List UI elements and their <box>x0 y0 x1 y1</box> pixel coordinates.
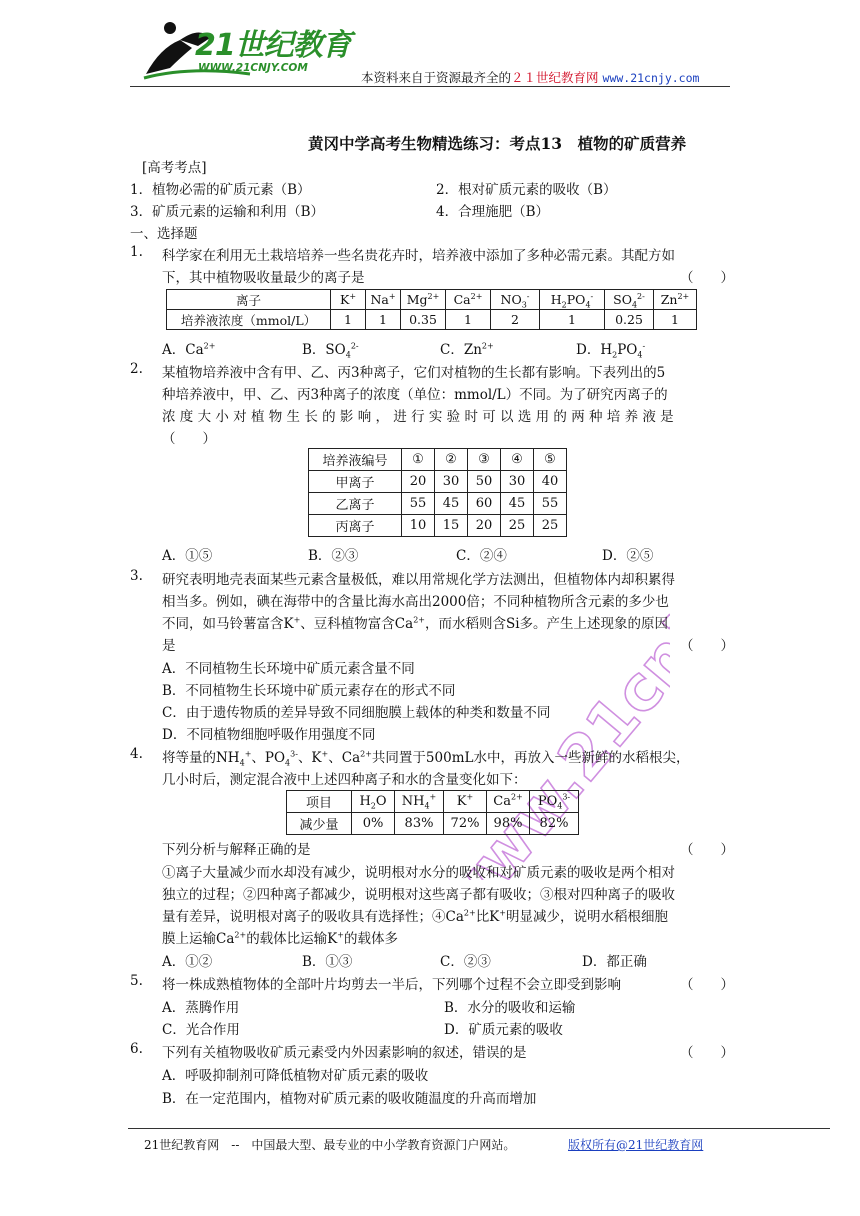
kaodian-heading: [高考考点] <box>142 160 207 176</box>
question-text: 下列有关植物吸收矿质元素受内外因素影响的叙述，错误的是 <box>162 1045 527 1061</box>
option[interactable]: C．②④ <box>456 548 507 564</box>
watermark-text: www.21cnjy.com <box>420 448 670 880</box>
table-cell: ③ <box>468 449 501 471</box>
answer-paren: （ ） <box>680 270 734 286</box>
option[interactable]: D．$H_2PO_4^-$ <box>576 341 646 360</box>
table-cell: 82% <box>530 813 579 835</box>
copyright-link[interactable]: 版权所有@21世纪教育网 <box>568 1138 704 1152</box>
table-cell: 15 <box>435 515 468 537</box>
table-cell: 45 <box>435 493 468 515</box>
table-row <box>309 449 567 471</box>
question-text: 研究表明地壳表面某些元素含量极低，难以用常规化学方法测出，但植物体内却积累得 <box>162 572 675 588</box>
answer-paren: （ ） <box>680 638 734 654</box>
question-text: 下列分析与解释正确的是 <box>162 842 311 858</box>
table-cell: $H_2PO_4^-$ <box>540 290 605 310</box>
kaodian-item: 4．合理施肥（B） <box>436 204 550 220</box>
table-cell: ② <box>435 449 468 471</box>
ion-table <box>166 289 697 330</box>
option[interactable]: D．②⑤ <box>602 548 654 564</box>
logo-url: WWW.21CNJY.COM <box>198 62 308 74</box>
table-cell: 1 <box>540 310 605 330</box>
option[interactable]: A．$Ca^{2+}$ <box>162 341 216 358</box>
question-number: 6. <box>130 1041 143 1057</box>
table-cell: 甲离子 <box>309 471 402 493</box>
table-cell: 60 <box>468 493 501 515</box>
solution-table <box>308 448 567 537</box>
option[interactable]: B．在一定范围内，植物对矿质元素的吸收随温度的升高而增加 <box>162 1091 537 1107</box>
page-title: 黄冈中学高考生物精选练习：考点13 植物的矿质营养 <box>308 134 687 153</box>
table-cell: 30 <box>435 471 468 493</box>
table-cell: 乙离子 <box>309 493 402 515</box>
question-text: 是 <box>162 638 176 654</box>
question-number: 2. <box>130 361 143 377</box>
option[interactable]: D．矿质元素的吸收 <box>444 1022 563 1038</box>
option[interactable]: C．$Zn^{2+}$ <box>440 341 494 358</box>
table-cell: 1 <box>331 310 366 330</box>
table-cell: K+ <box>444 791 487 813</box>
option[interactable]: B．$SO_4^{2-}$ <box>302 341 359 360</box>
kaodian-item: 1．植物必需的矿质元素（B） <box>130 182 311 198</box>
question-text: 不同，如马铃薯富含K+、豆科植物富含$Ca^{2+}$，而水稻则含Si多。产生上述现象的原因 <box>162 615 669 632</box>
table-cell: 25 <box>534 515 567 537</box>
table-cell: 20 <box>402 471 435 493</box>
table-cell: $H_2O$ <box>352 791 395 813</box>
answer-paren: （ ） <box>680 1045 734 1061</box>
question-text: 相当多。例如，碘在海带中的含量比海水高出2000倍；不同种植物所含元素的多少也 <box>162 594 669 610</box>
table-cell: 55 <box>402 493 435 515</box>
table-cell: 98% <box>487 813 530 835</box>
table-cell: 55 <box>534 493 567 515</box>
table-cell: 10 <box>402 515 435 537</box>
option[interactable]: B．②③ <box>308 548 359 564</box>
question-text: 膜上运输$Ca^{2+}$的载体比运输K+的载体多 <box>162 930 398 947</box>
table-cell: K+ <box>331 290 366 310</box>
question-number: 4. <box>130 746 143 762</box>
table-cell: 1 <box>654 310 697 330</box>
section-heading: 一、选择题 <box>130 226 198 242</box>
header-link[interactable]: www.21cnjy.com <box>602 71 700 85</box>
table-cell: 0.25 <box>605 310 654 330</box>
table-cell: $Ca^{2+}$ <box>446 290 491 310</box>
table-row <box>309 493 567 515</box>
table-cell: ⑤ <box>534 449 567 471</box>
uptake-table <box>286 790 579 835</box>
table-cell: $SO_4^{2-}$ <box>605 290 654 310</box>
question-text: 几小时后，测定混合液中上述四种离子和水的含量变化如下： <box>162 772 527 788</box>
footer-divider <box>128 1128 830 1129</box>
answer-paren: （ ） <box>680 977 734 993</box>
question-text: 种培养液中，甲、乙、丙3种离子的浓度（单位：mmol/L）不同。为了研究丙离子的 <box>162 387 668 403</box>
table-cell: $NH_4^+$ <box>395 791 444 813</box>
question-text: 将等量的$NH_4^+$、$PO_4^{3-}$、K+、$Ca^{2+}$共同置于500mL水中，再放入一些新鲜的水稻根尖， <box>162 749 690 768</box>
option[interactable]: C．光合作用 <box>162 1022 240 1038</box>
table-row <box>309 515 567 537</box>
question-text: 独立的过程；②四种离子都减少，说明根对这些离子都有吸收；③根对四种离子的吸收 <box>162 887 675 903</box>
question-text: 某植物培养液中含有甲、乙、丙3种离子，它们对植物的生长都有影响。下表列出的5 <box>162 365 666 381</box>
option[interactable]: A．①⑤ <box>162 548 213 564</box>
table-cell: 2 <box>491 310 540 330</box>
table-cell: $NO_3^-$ <box>491 290 540 310</box>
table-row <box>167 290 697 310</box>
table-row <box>287 791 579 813</box>
table-cell: Na+ <box>366 290 401 310</box>
answer-paren: （ ） <box>680 842 734 858</box>
header-divider <box>130 86 730 87</box>
table-cell: $Ca^{2+}$ <box>487 791 530 813</box>
option[interactable]: A．不同植物生长环境中矿质元素含量不同 <box>162 661 415 677</box>
table-cell: 0.35 <box>401 310 446 330</box>
question-number: 1. <box>130 244 143 260</box>
table-cell: $PO_4^{3-}$ <box>530 791 579 813</box>
table-cell: 20 <box>468 515 501 537</box>
option[interactable]: B．①③ <box>302 954 353 970</box>
logo-text: 21世纪教育 <box>195 28 351 63</box>
option[interactable]: C．②③ <box>440 954 491 970</box>
question-text: ①离子大量减少而水却没有减少，说明根对水分的吸收和对矿质元素的吸收是两个相对 <box>162 865 675 881</box>
answer-paren: （ ） <box>162 431 216 447</box>
header-note: 本资料来自于资源最齐全的２１世纪教育网 www.21cnjy.com <box>361 70 700 85</box>
option[interactable]: A．①② <box>162 954 213 970</box>
table-cell: 83% <box>395 813 444 835</box>
table-cell: 项目 <box>287 791 352 813</box>
option[interactable]: C．由于遗传物质的差异导致不同细胞膜上载体的种类和数量不同 <box>162 705 551 721</box>
kaodian-item: 2．根对矿质元素的吸收（B） <box>436 182 617 198</box>
question-number: 3. <box>130 568 143 584</box>
question-text: 科学家在利用无土栽培培养一些名贵花卉时，培养液中添加了多种必需元素。其配方如 <box>162 248 675 264</box>
question-text: 量有差异，说明根对离子的吸收具有选择性；$④Ca^{2+}$比K+明显减少，说明水稻根细胞 <box>162 908 668 925</box>
table-cell: 25 <box>501 515 534 537</box>
question-text: 将一株成熟植物体的全部叶片均剪去一半后，下列哪个过程不会立即受到影响 <box>162 977 621 993</box>
table-row <box>309 471 567 493</box>
table-cell: 1 <box>446 310 491 330</box>
table-cell: 丙离子 <box>309 515 402 537</box>
table-cell: 72% <box>444 813 487 835</box>
table-cell: 30 <box>501 471 534 493</box>
option[interactable]: A．呼吸抑制剂可降低植物对矿质元素的吸收 <box>162 1068 429 1084</box>
question-text: 下，其中植物吸收量最少的离子是 <box>162 270 365 286</box>
table-row <box>287 813 579 835</box>
table-row <box>167 310 697 330</box>
table-cell: $Mg^{2+}$ <box>401 290 446 310</box>
option[interactable]: D．不同植物细胞呼吸作用强度不同 <box>162 727 376 743</box>
option[interactable]: A．蒸腾作用 <box>162 1000 240 1016</box>
option[interactable]: B．不同植物生长环境中矿质元素存在的形式不同 <box>162 683 456 699</box>
table-cell: 减少量 <box>287 813 352 835</box>
option[interactable]: B．水分的吸收和运输 <box>444 1000 576 1016</box>
table-cell: 离子 <box>167 290 331 310</box>
option[interactable]: D．都正确 <box>582 954 647 970</box>
table-cell: 40 <box>534 471 567 493</box>
table-cell: ④ <box>501 449 534 471</box>
kaodian-item: 3．矿质元素的运输和利用（B） <box>130 204 325 220</box>
table-cell: 1 <box>366 310 401 330</box>
footer-text: 21世纪教育网 -- 中国最大型、最专业的中小学教育资源门户网站。 <box>144 1138 516 1152</box>
table-cell: 50 <box>468 471 501 493</box>
table-cell: ① <box>402 449 435 471</box>
question-number: 5. <box>130 973 143 989</box>
table-cell: 0% <box>352 813 395 835</box>
table-cell: 45 <box>501 493 534 515</box>
table-cell: 培养液编号 <box>309 449 402 471</box>
question-text: 浓 度 大 小 对 植 物 生 长 的 影 响 ， 进 行 实 验 时 可 以 选 用 的 两 种 培 养 液 是 <box>162 409 674 425</box>
table-cell: 培养液浓度（mmol/L） <box>167 310 331 330</box>
table-cell: $Zn^{2+}$ <box>654 290 697 310</box>
